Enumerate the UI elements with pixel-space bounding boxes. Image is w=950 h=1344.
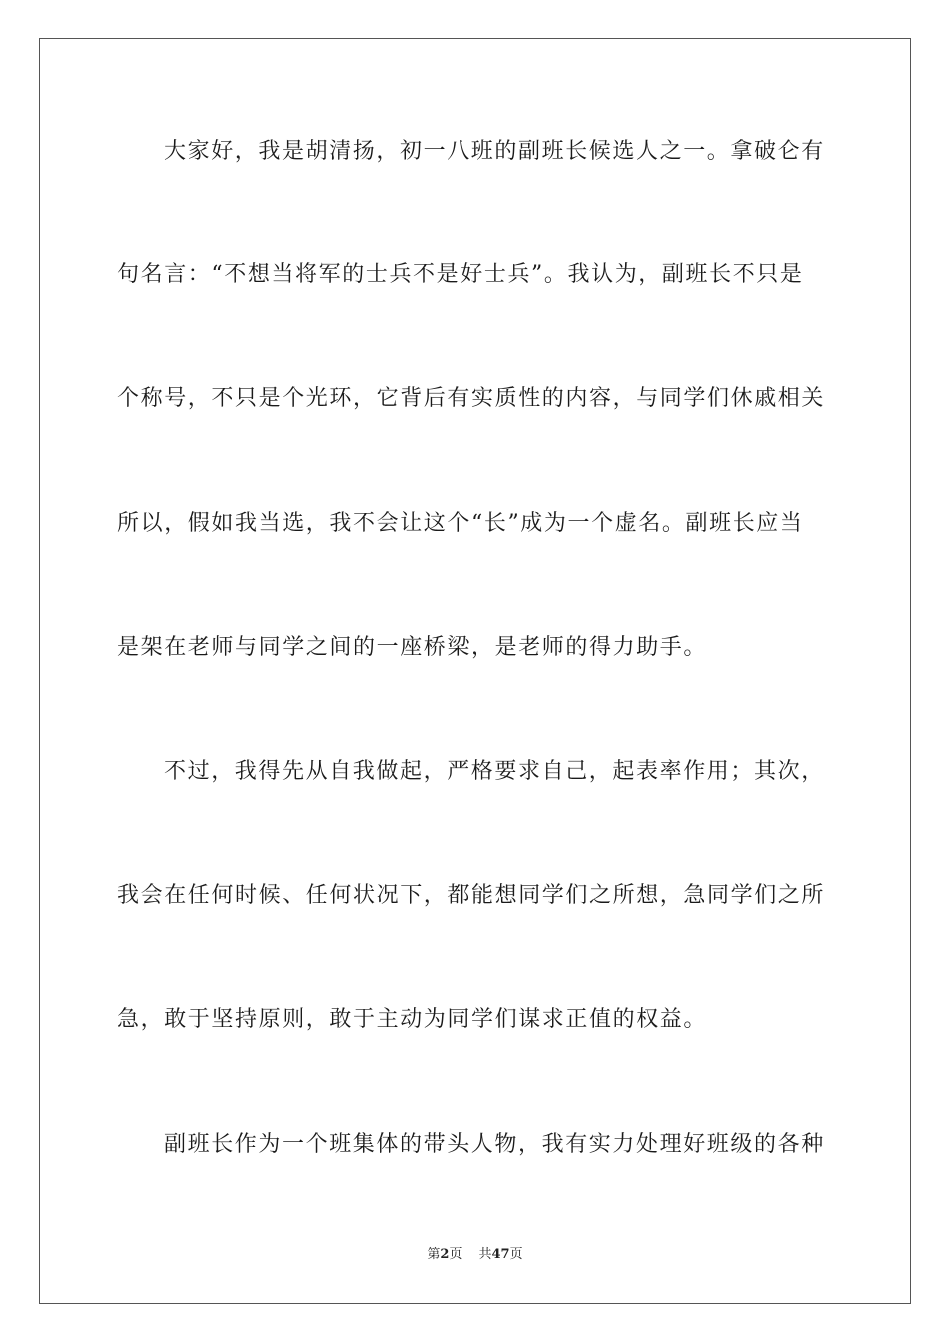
page-number: 2	[440, 1247, 450, 1262]
paragraph-line: 个称号，不只是个光环，它背后有实质性的内容，与同学们休戚相关	[117, 386, 826, 411]
total-suffix: 页	[509, 1247, 523, 1262]
page-footer	[0, 1246, 950, 1264]
paragraph-line: 所以，假如我当选，我不会让这个“长”成为一个虚名。副班长应当	[117, 511, 804, 536]
page-suffix: 页	[449, 1247, 463, 1262]
paragraph-line: 是架在老师与同学之间的一座桥梁，是老师的得力助手。	[117, 635, 708, 660]
paragraph-line: 我会在任何时候、任何状况下，都能想同学们之所想，急同学们之所	[117, 883, 826, 908]
page-frame	[39, 38, 911, 1304]
paragraph-line: 句名言：“不想当将军的士兵不是好士兵”。我认为，副班长不只是	[117, 262, 804, 287]
paragraph-line: 不过，我得先从自我做起，严格要求自己，起表率作用；其次，	[164, 759, 825, 784]
paragraph-line: 大家好，我是胡清扬，初一八班的副班长候选人之一。拿破仑有	[164, 139, 825, 164]
paragraph-line: 副班长作为一个班集体的带头人物，我有实力处理好班级的各种	[164, 1132, 825, 1157]
total-prefix: 共	[478, 1247, 492, 1262]
paragraph-line: 急，敢于坚持原则，敢于主动为同学们谋求正值的权益。	[117, 1007, 708, 1032]
total-pages: 47	[491, 1247, 510, 1262]
page-prefix: 第	[427, 1247, 441, 1262]
